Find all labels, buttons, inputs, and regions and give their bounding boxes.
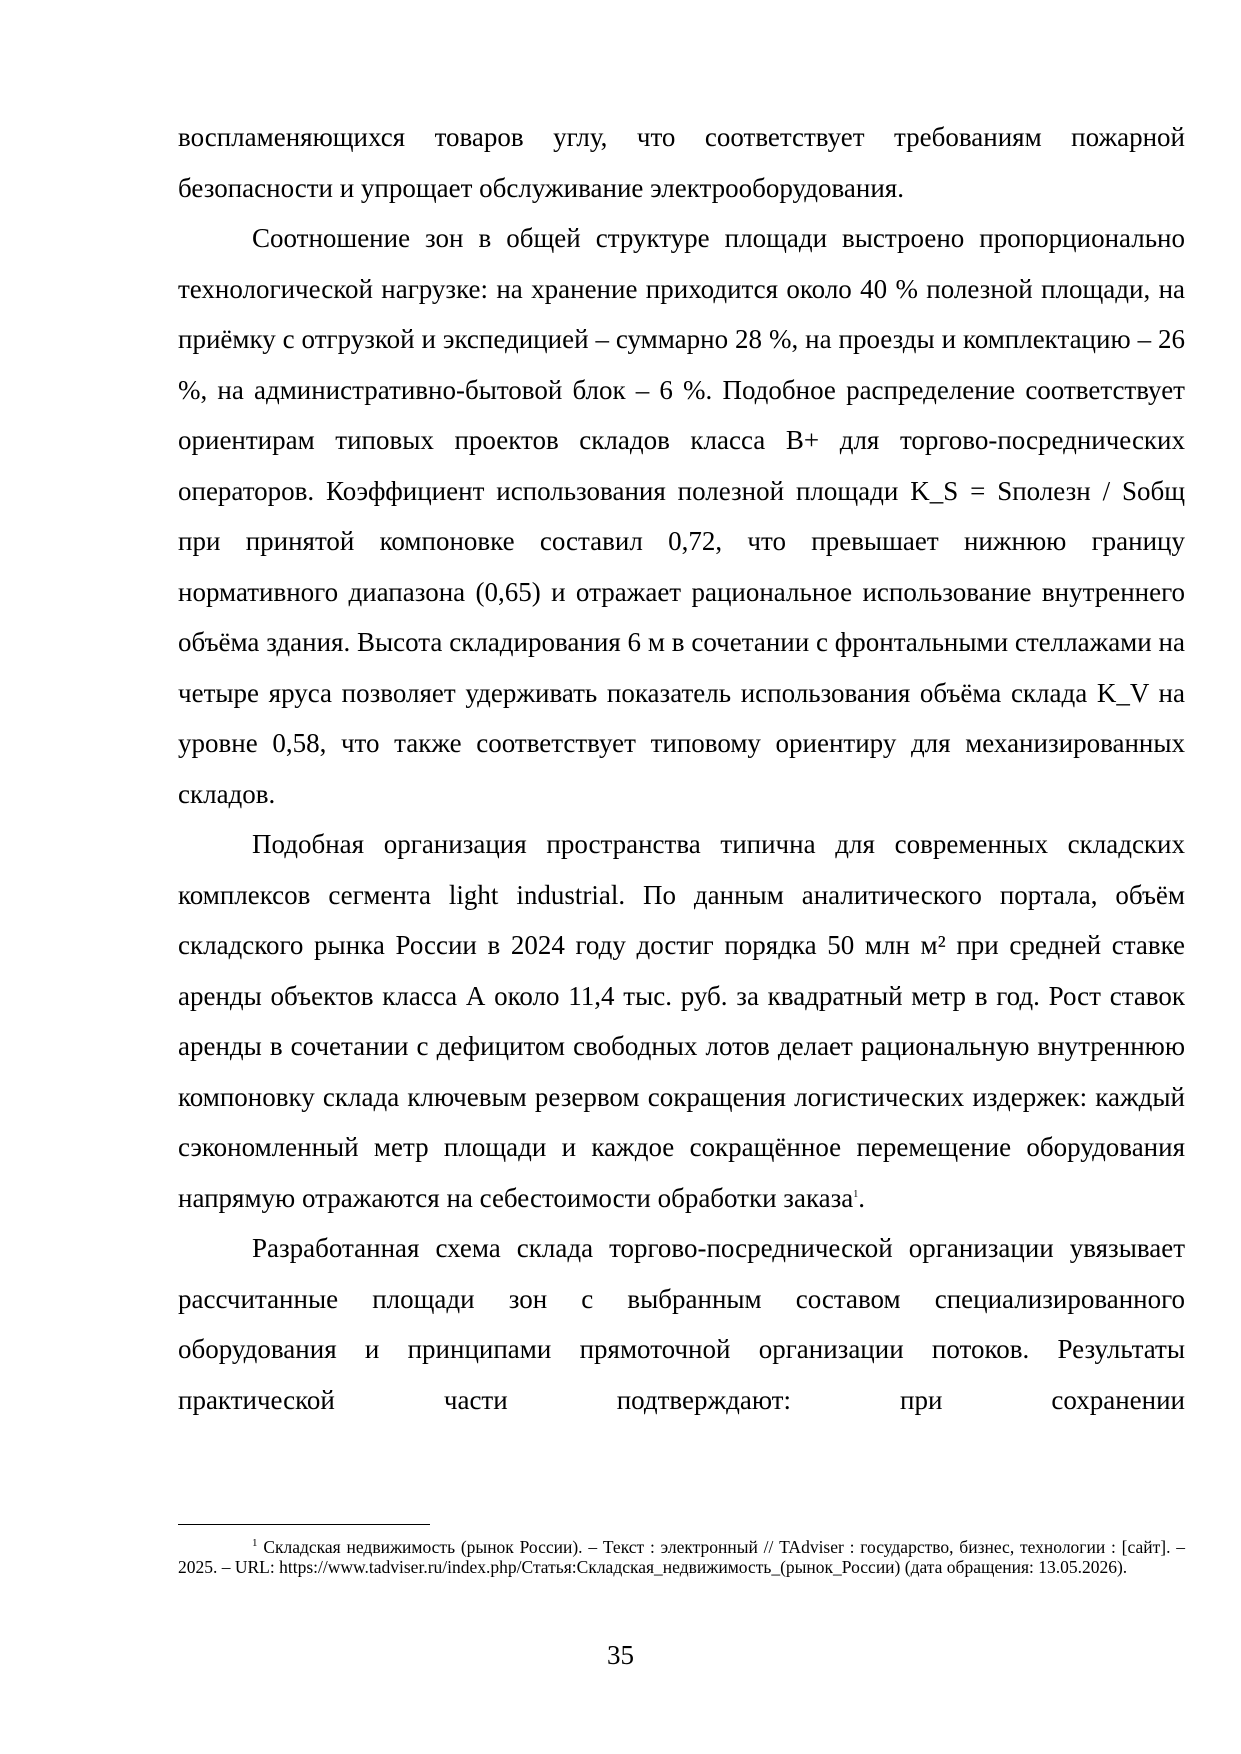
page-number: 35 bbox=[607, 1640, 634, 1670]
paragraph-zone-ratio: Соотношение зон в общей структуре площади выстроено пропорционально технологической нагрузке: на хранение приходится около 40 % полезной площади, на приёмку с отгрузкой и экспедицией – суммарно 28 %, на проезды и комплектацию – 26 %, на административно-бытовой блок – 6 %. Подобное распределение соответствует ориентирам типовых проектов складов класса В+ для торгово-посреднических операторов. Коэффициент использования полезной площади K_S = Sполезн / Sобщ при принятой компоновке составил 0,72, что превышает нижнюю границу нормативного диапазона (0,65) и отражает рациональное использование внутреннего объёма здания. Высота складирования 6 м в сочетании с фронтальными стеллажами на четыре яруса позволяет удерживать показатель использования объёма склада K_V на уровне 0,58, что также соответствует типовому ориентиру для механизированных складов. bbox=[178, 223, 1185, 809]
paragraph-light-industrial-text: Подобная организация пространства типична для современных складских комплексов сегмента light industrial. По данным аналитического портала, объём складского рынка России в 2024 году достиг порядка 50 млн м² при средней ставке аренды объектов класса А около 11,4 тыс. руб. за квадратный метр в год. Рост ставок аренды в сочетании с дефицитом свободных лотов делает рациональную внутреннюю компоновку склада ключевым резервом сокращения логистических издержек: каждый сэкономленный метр площади и каждое сокращённое перемещение оборудования напрямую отражаются на себестоимости обработки заказа bbox=[178, 829, 1185, 1213]
footnote-reference[interactable]: 1 bbox=[853, 1188, 859, 1200]
footnote-item bbox=[178, 1538, 1185, 1577]
paragraph-conclusion: Разработанная схема склада торгово-посреднической организации увязывает рассчитанные площади зон с выбранным составом специализированного оборудования и принципами прямоточной организации потоков. Результаты практической части подтверждают: при сохранении bbox=[178, 1233, 1185, 1415]
paragraph-continuation: воспламеняющихся товаров углу, что соответствует требованиям пожарной безопасности и упрощает обслуживание электрооборудования. bbox=[178, 122, 1185, 203]
footnote-separator bbox=[178, 1524, 430, 1525]
footnote-mark: 1 bbox=[252, 1537, 258, 1550]
body-text bbox=[178, 112, 1185, 1425]
footnotes bbox=[178, 1538, 1185, 1577]
paragraph-light-industrial-tail: . bbox=[858, 1182, 866, 1213]
paragraph-light-industrial bbox=[178, 819, 1185, 1223]
footnote-text: Складская недвижимость (рынок России). – Текст : электронный // TAdviser : государство, бизнес, технологии : [сайт]. – 2025. – URL: https://www.tadviser.ru/index.php/Статья:Складская_недвижимость_(рынок_России) (дата обращения: 13.05.2026). bbox=[178, 1537, 1186, 1577]
